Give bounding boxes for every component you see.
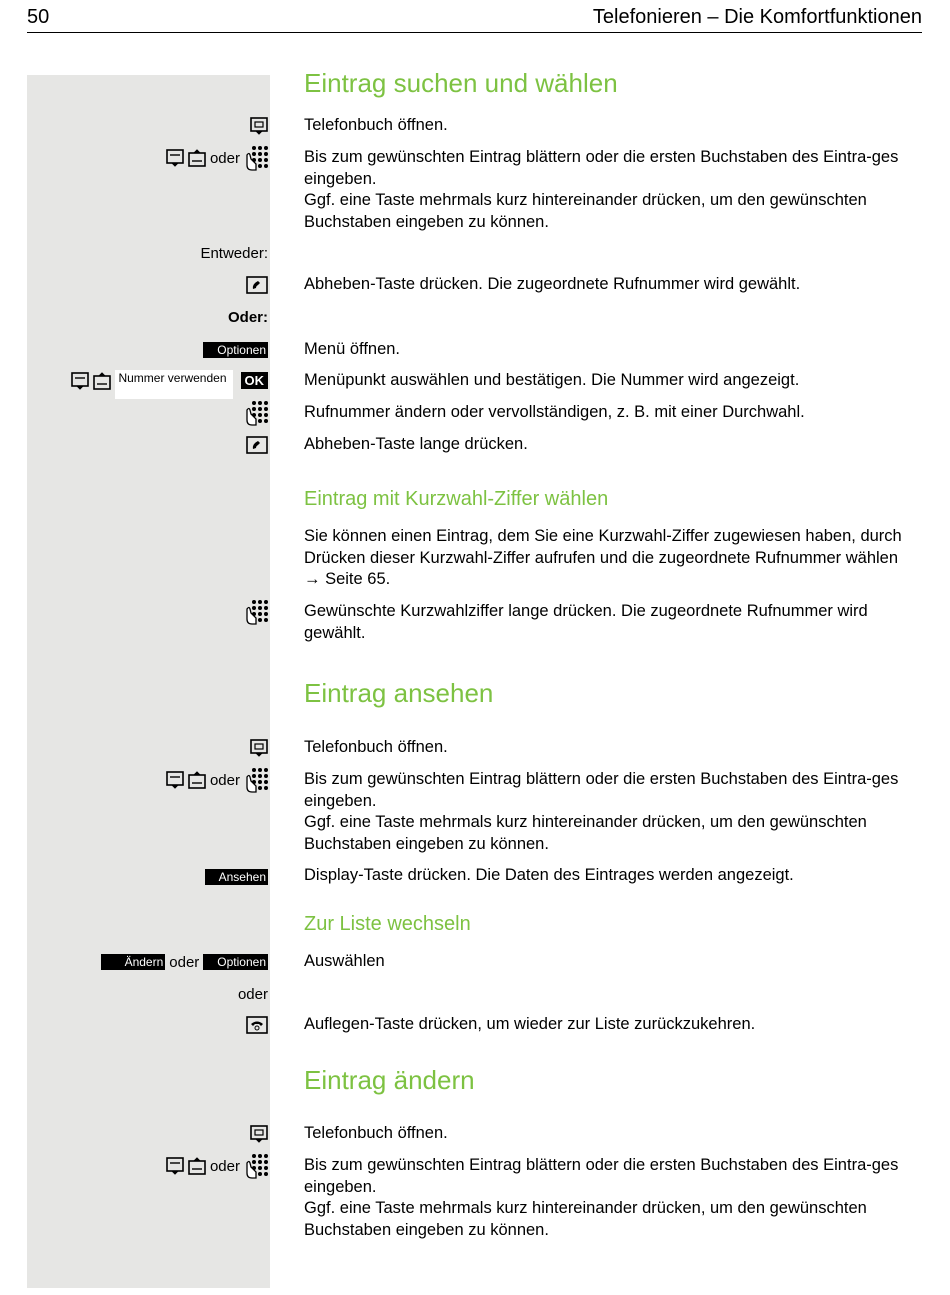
- step-open-phonebook: Telefonbuch öffnen.: [304, 116, 448, 134]
- label-select: [71, 370, 268, 402]
- step-select-list: Auswählen: [304, 952, 385, 970]
- aendern-key[interactable]: Ändern: [101, 954, 166, 970]
- step-scroll-3-line2: Ggf. eine Taste mehrmals kurz hintereinander drücken, um den gewünschten Buchstaben eingeben zu können.: [304, 1199, 867, 1239]
- scroll-down-icon: [166, 149, 184, 167]
- section-title-view: Eintrag ansehen: [304, 678, 494, 708]
- label-open-phonebook-3: [250, 1123, 268, 1145]
- keypad-icon: [244, 1153, 268, 1179]
- scroll-down-icon: [71, 372, 89, 390]
- oder-bold-label: Oder:: [227, 308, 268, 326]
- entweder-label: Entweder:: [200, 244, 268, 262]
- step-scroll-2: [304, 769, 919, 855]
- scroll-up-icon: [93, 372, 111, 390]
- label-change: [244, 402, 268, 424]
- step-scroll-3-line1: Bis zum gewünschten Eintrag blättern oder die ersten Buchstaben des Eintra-ges eingeben.: [304, 1156, 899, 1196]
- page-number: 50: [27, 6, 50, 28]
- scroll-up-icon: [188, 771, 206, 789]
- phonebook-icon: [250, 739, 268, 757]
- step-scroll: [304, 147, 919, 233]
- chapter-title: Telefonieren – Die Komfortfunktionen: [592, 6, 922, 28]
- label-lift-long: [246, 434, 268, 456]
- section-title-search: Eintrag suchen und wählen: [304, 68, 618, 98]
- step-view: Display-Taste drücken. Die Daten des Eintrages werden angezeigt.: [304, 866, 794, 884]
- step-scroll-2-line2: Ggf. eine Taste mehrmals kurz hintereinander drücken, um den gewünschten Buchstaben eingeben zu können.: [304, 813, 867, 853]
- keypad-icon: [244, 400, 268, 426]
- scroll-down-icon: [166, 771, 184, 789]
- label-oder-bold: [228, 306, 268, 328]
- label-hangup: [246, 1014, 268, 1036]
- optionen-key[interactable]: Optionen: [203, 342, 268, 358]
- step-scroll-line2: Ggf. eine Taste mehrmals kurz hintereinander drücken, um den gewünschten Buchstaben eingeben zu können.: [304, 191, 867, 231]
- keypad-icon: [244, 145, 268, 171]
- header-rule: [27, 32, 922, 33]
- oder-label: oder: [209, 149, 240, 167]
- menu-item-nummer-verwenden[interactable]: Nummer verwenden: [115, 370, 232, 399]
- label-entweder: [200, 242, 268, 264]
- label-open-phonebook-2: [250, 737, 268, 759]
- label-scroll: [166, 147, 268, 169]
- step-menu: Menü öffnen.: [304, 340, 401, 358]
- section-title-speed-dial: Eintrag mit Kurzwahl-Ziffer wählen: [304, 488, 609, 510]
- ok-key[interactable]: OK: [241, 372, 269, 389]
- label-ansehen: [205, 866, 268, 888]
- step-scroll-3: [304, 1155, 919, 1241]
- oder-label: oder: [209, 1157, 240, 1175]
- section-title-list: Zur Liste wechseln: [304, 913, 471, 935]
- step-speed: Gewünschte Kurzwahlziffer lange drücken. Die zugeordnete Rufnummer wird gewählt.: [304, 602, 868, 642]
- step-scroll-line1: Bis zum gewünschten Eintrag blättern oder die ersten Buchstaben des Eintra-ges eingeben.: [304, 148, 899, 188]
- label-optionen: [203, 339, 268, 361]
- step-lift: Abheben-Taste drücken. Die zugeordnete Rufnummer wird gewählt.: [304, 275, 801, 293]
- keypad-icon: [244, 599, 268, 625]
- scroll-up-icon: [188, 1157, 206, 1175]
- oder-label: oder: [237, 985, 268, 1003]
- handset-lift-icon: [246, 276, 268, 294]
- handset-hangup-icon: [246, 1016, 268, 1034]
- ansehen-key[interactable]: Ansehen: [205, 869, 268, 885]
- scroll-down-icon: [166, 1157, 184, 1175]
- speed-dial-intro: Sie können einen Eintrag, dem Sie eine Kurzwahl-Ziffer zugewiesen haben, durch Drücken dieser Kurzwahl-Ziffer aufrufen und die zugeordnete Rufnummer wählen → Seite 65.: [304, 527, 902, 588]
- keypad-icon: [244, 767, 268, 793]
- step-change: Rufnummer ändern oder vervollständigen, z. B. mit einer Durchwahl.: [304, 403, 805, 421]
- step-scroll-2-line1: Bis zum gewünschten Eintrag blättern oder die ersten Buchstaben des Eintra-ges eingeben.: [304, 770, 899, 810]
- step-lift-long: Abheben-Taste lange drücken.: [304, 435, 528, 453]
- oder-label: oder: [169, 953, 200, 971]
- step-select: Menüpunkt auswählen und bestätigen. Die Nummer wird angezeigt.: [304, 371, 800, 389]
- scroll-up-icon: [188, 149, 206, 167]
- label-scroll-3: [166, 1155, 268, 1177]
- phonebook-icon: [250, 1125, 268, 1143]
- label-scroll-2: [166, 769, 268, 791]
- label-speed: [244, 601, 268, 623]
- step-open-phonebook-2: Telefonbuch öffnen.: [304, 738, 448, 756]
- oder-label: oder: [209, 771, 240, 789]
- label-open-phonebook: [250, 115, 268, 137]
- step-hangup: Auflegen-Taste drücken, um wieder zur Liste zurückzukehren.: [304, 1015, 756, 1033]
- label-aendern-optionen: [101, 951, 268, 973]
- section-title-edit: Eintrag ändern: [304, 1065, 475, 1095]
- step-open-phonebook-3: Telefonbuch öffnen.: [304, 1124, 448, 1142]
- phonebook-icon: [250, 117, 268, 135]
- label-oder-2: [238, 983, 268, 1005]
- optionen-key[interactable]: Optionen: [203, 954, 268, 970]
- handset-lift-icon: [246, 436, 268, 454]
- label-lift: [246, 274, 268, 296]
